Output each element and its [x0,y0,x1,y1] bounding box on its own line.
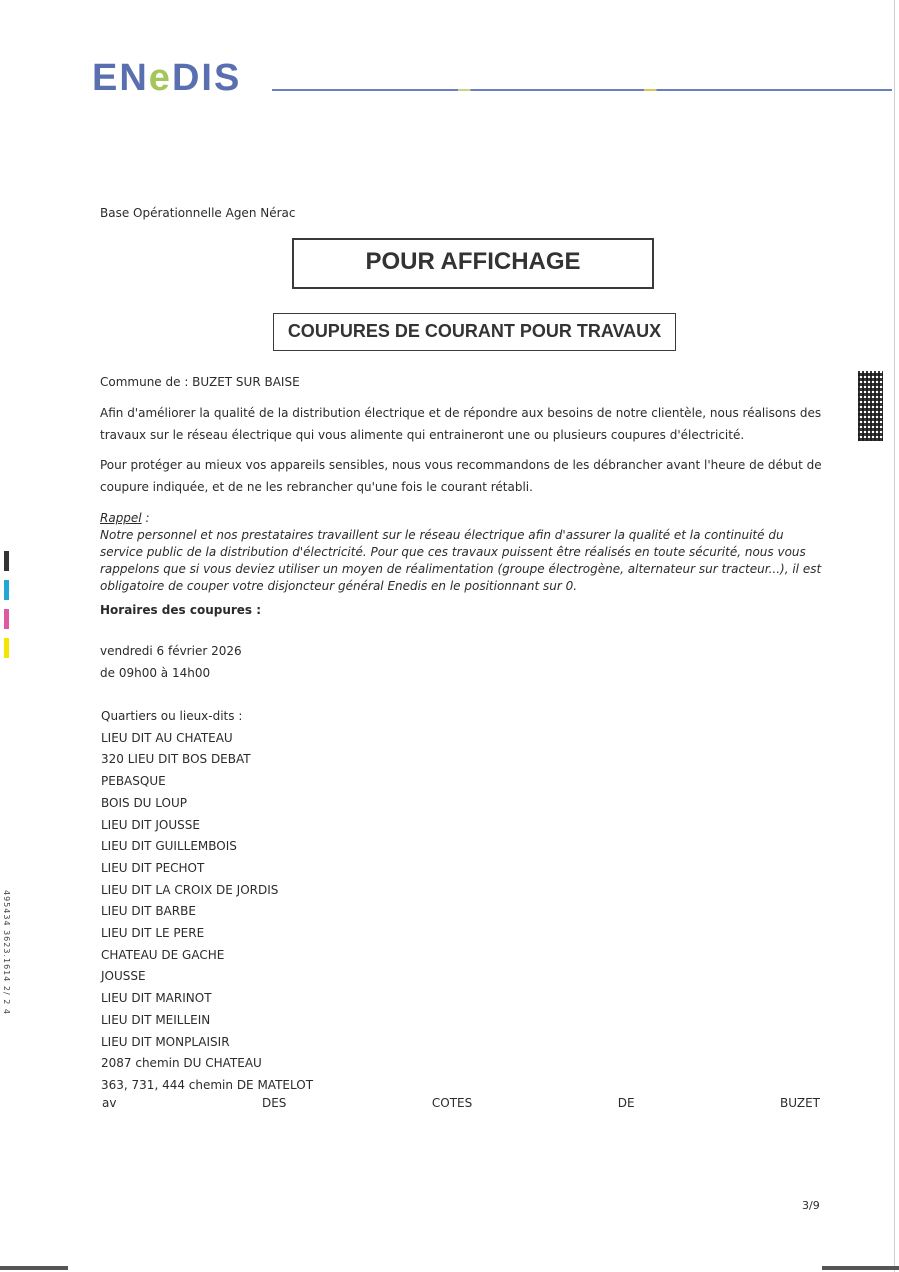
main-title: POUR AFFICHAGE [292,238,654,289]
list-item: LIEU DIT LE PERE [101,926,205,941]
list-item: BOIS DU LOUP [101,795,187,810]
datamatrix-code [858,371,883,441]
list-item: LIEU DIT JOUSSE [101,817,200,832]
last-row-word: COTES [431,1096,473,1110]
list-item: LIEU DIT LA CROIX DE JORDIS [101,882,279,897]
commune: Commune de : BUZET SUR BAISE [100,375,300,389]
list-item: 2087 chemin DU CHATEAU [101,1056,262,1071]
horaires-title: Horaires des coupures : [100,603,262,617]
list-item: LIEU DIT MARINOT [101,991,212,1006]
paragraph-2: Pour protéger au mieux vos appareils sensibles, nous vous recommandons de les débrancher avant l'heure de début de coupure indiquée, et de ne les rebrancher qu'une fois le courant rétabli. [100,458,822,494]
list-item: LIEU DIT MONPLAISIR [101,1034,230,1049]
rappel-label: Rappel [100,511,142,525]
page-number: 3/9 [802,1199,820,1212]
list-item: 363, 731, 444 chemin DE MATELOT [101,1077,314,1092]
list-item: LIEU DIT MEILLEIN [101,1012,211,1027]
cut-date: vendredi 6 février 2026 [100,644,242,658]
bottom-bar-right [822,1266,899,1270]
logo-divider [272,89,892,91]
side-print-code: 495434 3623.1614 2/ 2 4 [2,890,11,1015]
print-mark-magenta [4,609,9,629]
list-item: CHATEAU DE GACHE [101,947,225,962]
print-mark-yellow [4,638,9,658]
list-item: JOUSSE [101,969,146,984]
list-item: PEBASQUE [101,774,166,789]
paragraph-1: Afin d'améliorer la qualité de la distribution électrique et de répondre aux besoins de notre clientèle, nous réalisons des travaux sur le réseau électrique qui vous alimente qui entraineront une ou plusieurs coupures d'électricité. [100,406,822,442]
cut-time: de 09h00 à 14h00 [100,666,211,680]
bottom-bar-left [0,1266,68,1270]
base-operationnelle: Base Opérationnelle Agen Nérac [100,206,296,220]
last-row-word: av [102,1096,117,1110]
list-item: 320 LIEU DIT BOS DEBAT [101,752,251,767]
page-edge [894,0,895,1272]
places-list [101,706,313,1097]
rappel-block: Rappel : Notre personnel et nos prestataires travaillent sur le réseau électrique afin d'assurer la qualité et la continuité du service public de la distribution d'électricité. Pour que ces travaux puissent être réalisés en toute sécurité, nous vous rappelons que si vous deviez utiliser un moyen de réalimentation (groupe électrogène, alternateur sur tracteur...), il est obligatoire de couper votre disjoncteur général Enedis en le positionnant sur 0. [100,511,822,593]
list-item: LIEU DIT GUILLEMBOIS [101,839,237,854]
quartiers-label: Quartiers ou lieux-dits : [101,709,243,723]
print-mark-black [4,551,9,571]
print-mark-cyan [4,580,9,600]
list-item: LIEU DIT PECHOT [101,860,205,875]
last-place-row [102,1096,820,1110]
enedis-logo: ENeDIS [92,57,242,99]
last-row-word: BUZET [780,1096,820,1110]
rappel-text: Notre personnel et nos prestataires travaillent sur le réseau électrique afin d'assurer la qualité et la continuité du service public de la distribution d'électricité. Pour que ces travaux puissent être réalisés en toute sécurité, nous vous rappelons que si vous deviez utiliser un moyen de réalimentation (groupe électrogène, alternateur sur tracteur...), il est obligatoire de couper votre disjoncteur général Enedis en le positionnant sur 0. [100,528,822,593]
last-row-word: DE [617,1096,635,1110]
last-row-word: DES [261,1096,287,1110]
list-item: LIEU DIT BARBE [101,904,196,919]
list-item: LIEU DIT AU CHATEAU [101,730,233,745]
sub-title: COUPURES DE COURANT POUR TRAVAUX [273,313,676,351]
